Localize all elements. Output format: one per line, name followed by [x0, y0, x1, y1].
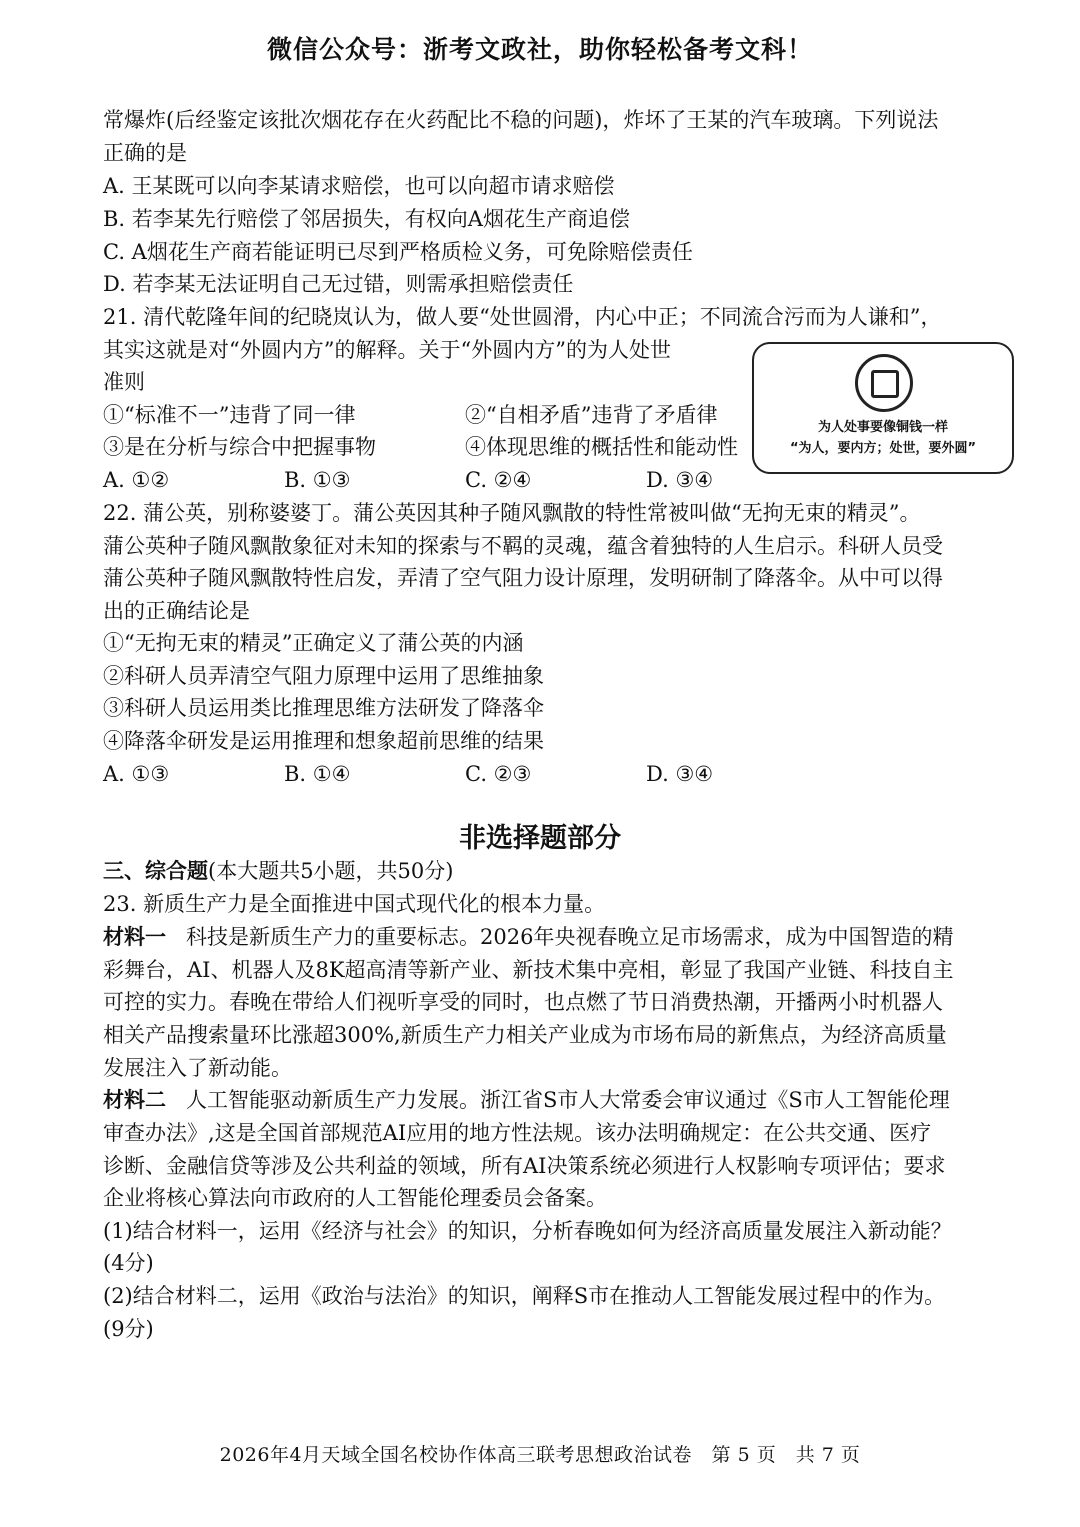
q23-sub-2: (2)结合材料二，运用《政治与法治》的知识，阐释S市在推动人工智能发展过程中的作为。: [103, 1284, 946, 1308]
q22-line-2: 蒲公英种子随风飘散象征对未知的探索与不羁的灵魂，蕴含着独特的人生启示。科研人员受: [103, 534, 943, 558]
q20-line-1: 常爆炸(后经鉴定该批次烟花存在火药配比不稳的问题)，炸坏了王某的汽车玻璃。下列说法: [103, 108, 939, 132]
q21-choice-b: B. ①③: [284, 468, 351, 492]
q22-choice-c: C. ②③: [465, 762, 532, 786]
q22-item-3: ③科研人员运用类比推理思维方法研发了降落伞: [103, 696, 544, 720]
section-title: 非选择题部分: [459, 823, 621, 854]
part-label: 三、综合题: [103, 859, 208, 883]
material-2-label: 材料二: [103, 1088, 166, 1112]
q20-option-c: C. A烟花生产商若能证明已尽到严格质检义务，可免除赔偿责任: [103, 240, 693, 264]
q21-item-1: ①“标准不一”违背了同一律: [103, 403, 356, 427]
q23-m1-line-5: 发展注入了新动能。: [103, 1056, 292, 1080]
q21-item-4: ④体现思维的概括性和能动性: [465, 435, 738, 459]
page-header: 微信公众号：浙考文政社，助你轻松备考文科！: [266, 35, 813, 64]
material-1-label: 材料一: [103, 925, 166, 949]
q21-item-3: ③是在分析与综合中把握事物: [103, 435, 376, 459]
q22-line-3: 蒲公英种子随风飘散特性启发，弄清了空气阻力设计原理，发明研制了降落伞。从中可以得: [103, 566, 943, 590]
q23-m1-line-1: [103, 921, 953, 953]
q22-choice-b: B. ①④: [284, 762, 351, 786]
q22-choice-d: D. ③④: [646, 762, 714, 786]
q22-choice-a: A. ①③: [103, 762, 170, 786]
part-heading: [103, 855, 453, 887]
q23-m2-line-3: 诊断、金融信贷等涉及公共利益的领域，所有AI决策系统必须进行人权影响专项评估；要求: [103, 1154, 946, 1178]
coin-square-hole-icon: [871, 370, 899, 398]
material-1-text: 科技是新质生产力的重要标志。2026年央视春晚立足市场需求，成为中国智造的精: [186, 925, 954, 949]
q21-item-2: ②“自相矛盾”违背了矛盾律: [465, 403, 718, 427]
q23-m1-line-4: 相关产品搜索量环比涨超300%,新质生产力相关产业成为市场布局的新焦点，为经济高质量: [103, 1023, 947, 1047]
copper-coin-figure: [752, 342, 1014, 474]
part-note: (本大题共5小题，共50分): [208, 859, 454, 883]
q23-sub-2-score: (9分): [103, 1317, 154, 1341]
q22-line-1: 22. 蒲公英，别称婆婆丁。蒲公英因其种子随风飘散的特性常被叫做“无拘无束的精灵”。: [103, 501, 921, 525]
q22-item-4: ④降落伞研发是运用推理和想象超前思维的结果: [103, 729, 544, 753]
q23-m2-line-1: [103, 1084, 950, 1116]
q22-item-2: ②科研人员弄清空气阻力原理中运用了思维抽象: [103, 664, 544, 688]
q21-choice-c: C. ②④: [465, 468, 532, 492]
q21-choice-a: A. ①②: [103, 468, 170, 492]
q23-sub-1: (1)结合材料一，运用《经济与社会》的知识，分析春晚如何为经济高质量发展注入新动能？: [103, 1219, 952, 1243]
q21-line-1: 21. 清代乾隆年间的纪晓岚认为，做人要“处世圆滑，内心中正；不同流合污而为人谦和”，: [103, 305, 942, 329]
q20-option-b: B. 若李某先行赔偿了邻居损失，有权向A烟花生产商追偿: [103, 207, 630, 231]
coin-caption-1: 为人处事要像铜钱一样: [817, 420, 948, 435]
q20-option-d: D. 若李某无法证明自己无过错，则需承担赔偿责任: [103, 272, 574, 296]
material-2-text: 人工智能驱动新质生产力发展。浙江省S市人大常委会审议通过《S市人工智能伦理: [186, 1088, 950, 1112]
q21-line-2: 其实这就是对“外圆内方”的解释。关于“外圆内方”的为人处世: [103, 338, 671, 362]
q23-m2-line-2: 审查办法》,这是全国首部规范AI应用的地方性法规。该办法明确规定：在公共交通、医疗: [103, 1121, 932, 1145]
q23-m1-line-3: 可控的实力。春晚在带给人们视听享受的同时，也点燃了节日消费热潮，开播两小时机器人: [103, 990, 943, 1014]
coin-icon: [855, 354, 913, 412]
coin-caption-2: “为人，要内方；处世，要外圆”: [789, 441, 977, 456]
q23-m1-line-2: 彩舞台，AI、机器人及8K超高清等新产业、新技术集中亮相，彰显了我国产业链、科技自主: [103, 958, 954, 982]
q22-item-1: ①“无拘无束的精灵”正确定义了蒲公英的内涵: [103, 631, 524, 655]
q20-line-2: 正确的是: [103, 141, 187, 165]
q20-option-a: A. 王某既可以向李某请求赔偿，也可以向超市请求赔偿: [103, 174, 615, 198]
q23-stem: 23. 新质生产力是全面推进中国式现代化的根本力量。: [103, 892, 606, 916]
q21-line-3: 准则: [103, 370, 145, 394]
page-footer: 2026年4月天域全国名校协作体高三联考思想政治试卷 第 5 页 共 7 页: [219, 1444, 861, 1466]
q22-line-4: 出的正确结论是: [103, 599, 250, 623]
q21-choice-d: D. ③④: [646, 468, 714, 492]
q23-sub-1-score: (4分): [103, 1251, 154, 1275]
q23-m2-line-4: 企业将核心算法向市政府的人工智能伦理委员会备案。: [103, 1186, 607, 1210]
